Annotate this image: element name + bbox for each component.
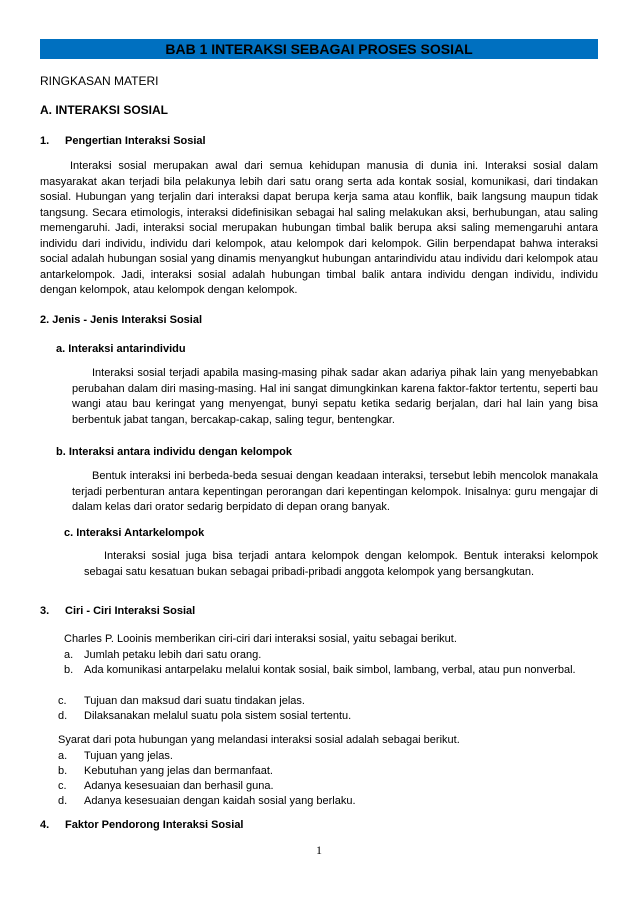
section-2c-heading: c. Interaksi Antarkelompok (64, 527, 205, 539)
list-item: Dilaksanakan melalul suatu pola sistem sosial tertentu. (84, 710, 352, 722)
section-2b-heading: b. Interaksi antara individu dengan kelompok (56, 446, 292, 458)
section-2a-body: Interaksi sosial terjadi apabila masing-masing pihak sadar akan adariya pihak lain yang menyebabkan perubahan dalam diri masing-masing. Hal ini sangat dimungkinkan karena faktor-faktor tertentu, seperti bau wangi atau bau keringat yang menyengat, bunyi sepatu ketika sedarig berjalan, dari hal lain yang bisa berbentuk jabat tangan, bercakap-cakap, saling tegur, bentengkar. (72, 367, 598, 426)
list-item: Adanya kesesuaian dan berhasil guna. (84, 780, 274, 792)
summary-label: RINGKASAN MATERI (40, 74, 159, 88)
list-item: Adanya kesesuaian dengan kaidah sosial yang berlaku. (84, 795, 356, 807)
section-2-heading: 2. Jenis - Jenis Interaksi Sosial (40, 314, 203, 326)
section-1-number: 1. (40, 135, 50, 147)
section-3-intro: Charles P. Looinis memberikan ciri-ciri dari interaksi sosial, yaitu sebagai berikut. (64, 633, 457, 645)
chapter-title: BAB 1 INTERAKSI SEBAGAI PROSES SOSIAL (165, 41, 473, 57)
section-1-heading: Pengertian Interaksi Sosial (65, 135, 206, 147)
list-marker: b. (64, 664, 74, 676)
list-marker: a. (58, 750, 68, 762)
list-item: Tujuan yang jelas. (84, 750, 173, 762)
section-a-heading: A. INTERAKSI SOSIAL (40, 103, 169, 117)
list-marker: b. (58, 765, 68, 777)
section-3-number: 3. (40, 605, 50, 617)
list-marker: d. (58, 795, 68, 807)
list-marker: c. (58, 695, 67, 707)
section-2c-body: Interaksi sosial juga bisa terjadi antara kelompok dengan kelompok. Bentuk interaksi kelompok sebagai satu kesatuan bukan sebagai pribadi-pribadi anggota kelompok yang bersangkutan. (84, 550, 598, 578)
syarat-intro: Syarat dari pota hubungan yang melandasi interaksi sosial adalah sebagai berikut. (58, 734, 460, 746)
list-item: Kebutuhan yang jelas dan bermanfaat. (84, 765, 273, 777)
section-3-heading: Ciri - Ciri Interaksi Sosial (65, 605, 196, 617)
section-2a-heading: a. Interaksi antarindividu (56, 343, 186, 355)
page-number: 1 (316, 843, 322, 857)
list-marker: a. (64, 649, 74, 661)
section-2b-body: Bentuk interaksi ini berbeda-beda sesuai dengan keadaan interaksi, tersebut lebih mencolok manakala terjadi perbenturan antara kepentingan perorangan dari kepentingan kelompok. Inisalnya: guru mengajar di dalam kelas dari orator sedarig berpidato di depan orang banyak. (72, 470, 598, 513)
section-4-number: 4. (40, 819, 50, 831)
list-marker: d. (58, 710, 68, 722)
section-1-body: Interaksi sosial merupakan awal dari semua kehidupan manusia di dunia ini. Interaksi sosial dalam masyarakat akan terjadi bila pelakunya lebih dari satu orang serta ada kontak sosial, komunikasi, dari tindakan sosial. Hubungan yang terjalin dari interaksi dapat berupa kerja sama atau konflik, baik langsung maupun tidak tangsung. Secara etimologis, interaksi didefinisikan sebagai hal saling melakukan aksi, berhubungan, atau saling memengaruhi. Jadi, interaksi social merupakan hubungan timbal balik berupa aksi saling memengaruhi antara individu dari individu, individu dari kelompok, atau kelompok dari kelompok. Gilin berpendapat bahwa interaksi social adalah hubungan sosial yang dinamis menyangkut hubungan antarindividu atau individu dari kelompok atau antarkelompok. Jadi, interaksi sosial adalah hubungan timbal balik antara individu dengan individu, individu dengan kelompok, atau kelompok dengan kelompok. (40, 160, 598, 296)
list-marker: c. (58, 780, 67, 792)
list-item: Ada komunikasi antarpelaku melalui kontak sosial, baik simbol, lambang, verbal, atau pun nonverbal. (84, 664, 576, 676)
list-item: Jumlah petaku lebih dari satu orang. (84, 649, 262, 661)
section-4-heading: Faktor Pendorong Interaksi Sosial (65, 819, 244, 831)
list-item: Tujuan dan maksud dari suatu tindakan jelas. (84, 695, 305, 707)
